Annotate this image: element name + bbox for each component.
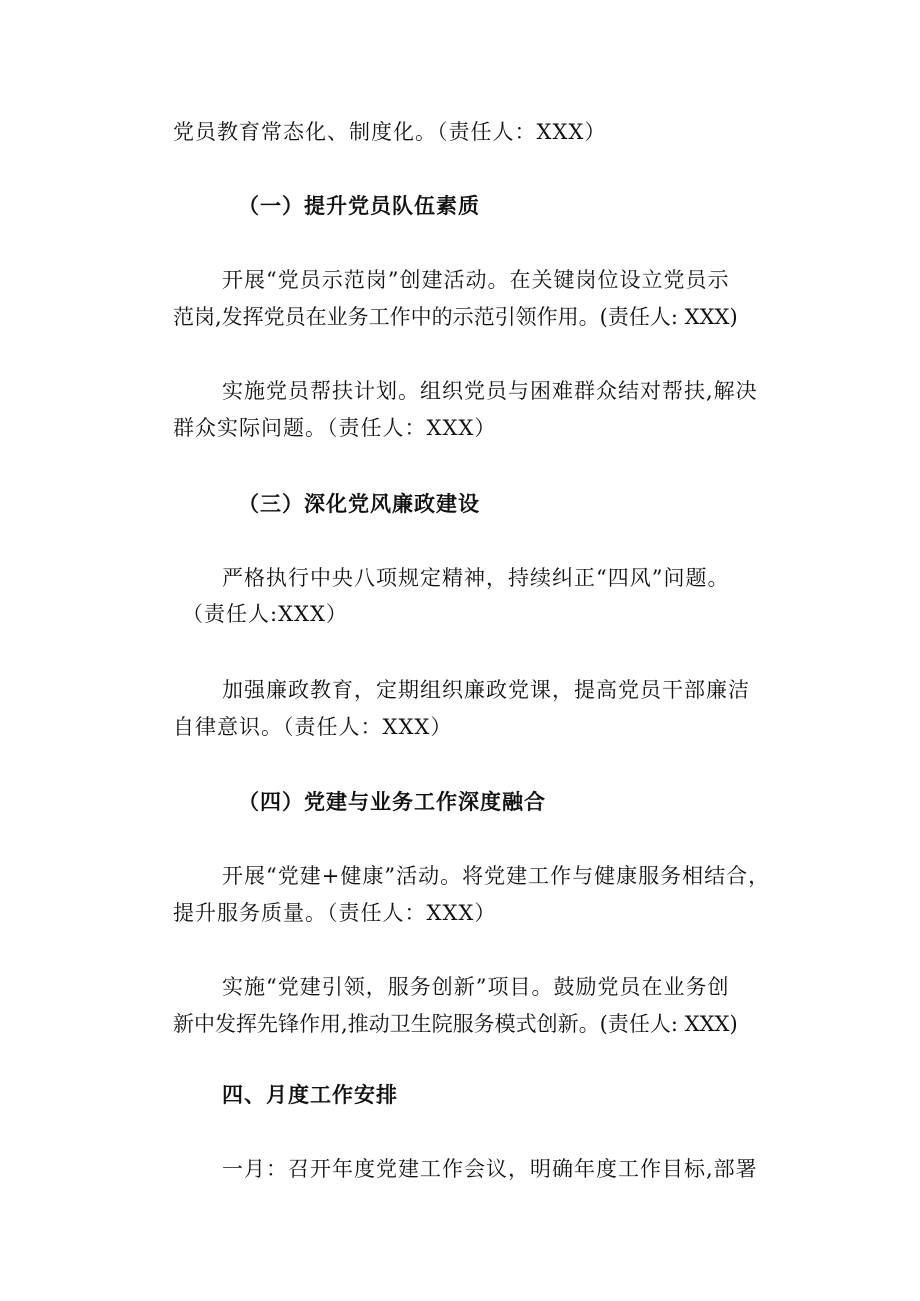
paragraph-line: 范岗,发挥党员在业务工作中的示范引领作用。(责任人: XXX) bbox=[173, 305, 738, 329]
paragraph-line: 自律意识。（责任人：XXX） bbox=[173, 715, 453, 739]
paragraph-line: 实施“党建引领，服务创新”项目。鼓励党员在业务创 bbox=[222, 975, 730, 999]
paragraph-line: 实施党员帮扶计划。组织党员与困难群众结对帮扶,解决 bbox=[222, 379, 758, 403]
paragraph-line: 开展“党员示范岗”创建活动。在关键岗位设立党员示 bbox=[222, 268, 730, 292]
paragraph-line: 新中发挥先锋作用,推动卫生院服务模式创新。(责任人: XXX) bbox=[173, 1012, 738, 1036]
paragraph-line: 开展“党建+健康”活动。将党建工作与健康服务相结合， bbox=[222, 864, 771, 888]
section-heading: （三）深化党风廉政建设 bbox=[238, 492, 480, 516]
section-heading: 四、月度工作安排 bbox=[222, 1083, 398, 1107]
section-heading: （一）提升党员队伍素质 bbox=[238, 194, 480, 218]
section-heading: （四）党建与业务工作深度融合 bbox=[238, 790, 546, 814]
paragraph-line: 群众实际问题。（责任人：XXX） bbox=[173, 416, 497, 440]
text-line: 党员教育常态化、制度化。（责任人：XXX） bbox=[173, 120, 607, 144]
paragraph-line: 加强廉政教育，定期组织廉政党课，提高党员干部廉洁 bbox=[222, 678, 750, 702]
paragraph-line: （责任人:XXX） bbox=[182, 602, 348, 626]
paragraph-line: 严格执行中央八项规定精神，持续纠正“四风”问题。 bbox=[222, 566, 730, 590]
paragraph-line: 一月：召开年度党建工作会议，明确年度工作目标,部署 bbox=[222, 1157, 758, 1181]
paragraph-line: 提升服务质量。（责任人：XXX） bbox=[173, 901, 497, 925]
